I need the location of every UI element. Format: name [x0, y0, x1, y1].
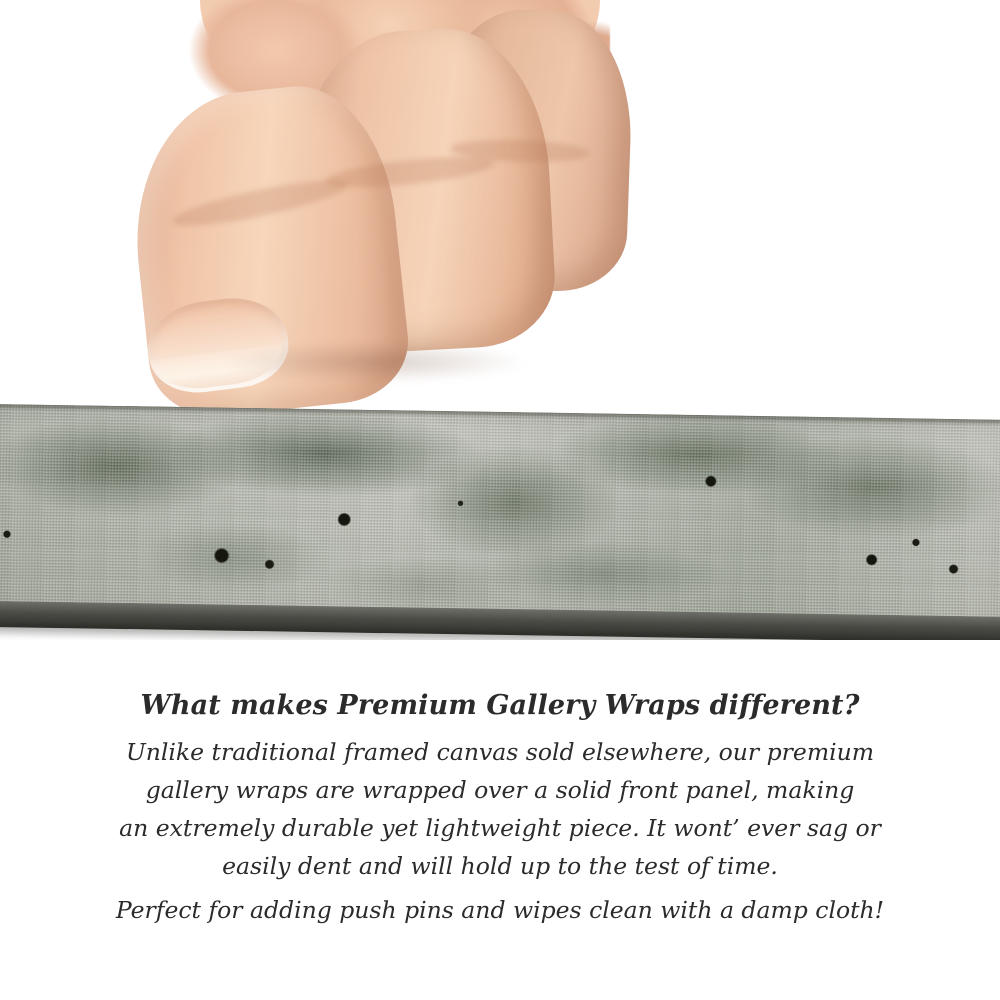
caption-line-4: easily dent and will hold up to the test of time.: [222, 852, 778, 880]
caption-closing-line: Perfect for adding push pins and wipes clean with a damp cloth!: [115, 896, 885, 924]
hand-photo: [130, 0, 610, 420]
caption-line-1: Unlike traditional framed canvas sold elsewhere, our premium: [125, 738, 875, 766]
caption-title: What makes Premium Gallery Wraps different?: [140, 690, 860, 721]
caption-line-3: an extremely durable yet lightweight piece. It wont’ ever sag or: [119, 814, 881, 842]
canvas-wrap-edge: [0, 404, 1000, 632]
canvas-speckles: [0, 404, 1000, 632]
caption-line-2: gallery wraps are wrapped over a solid front panel, making: [145, 776, 855, 804]
caption-block: [0, 690, 1000, 929]
hand-contact-shadow: [225, 342, 525, 382]
